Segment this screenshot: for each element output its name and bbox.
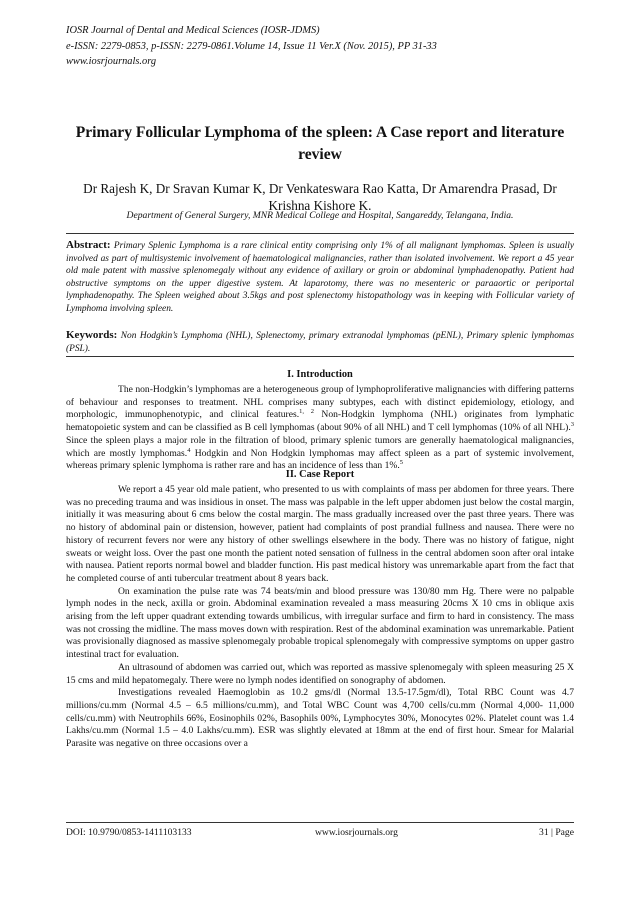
abstract-bottom-rule <box>66 356 574 357</box>
keywords-text: Non Hodgkin’s Lymphoma (NHL), Splenectomy, primary extranodal lymphomas (pENL), Primary splenic lymphomas (PSL). <box>66 331 575 354</box>
case-report-body <box>66 484 574 751</box>
citation-ref[interactable]: 5 <box>399 459 404 467</box>
abstract <box>66 239 574 316</box>
journal-name: IOSR Journal of Dental and Medical Sciences (IOSR-JDMS) <box>66 25 320 36</box>
abstract-text: Primary Splenic Lymphoma is a rare clinical entity comprising only 1% of all malignant lymphomas. Spleen is usually involved as part of multisystemic involvement of haematological malignancies, rather than isolated involvement. We report a 45 year old male patent with massive splenomegaly without any evidence of axillary or groin or abdominal lymphadenopathy. Patient had obstructive symptoms on the upper digestive system. At laparotomy, there was no mesenteric or paraaortic or periportal lymphadenopathy. The Spleen weighed about 3.5kgs and post splenectomy histopathology was in keeping with Follicular variety of Lymphoma involving spleen. <box>66 241 575 314</box>
keywords-label: Keywords: <box>66 329 118 341</box>
case-paragraph-investigations: Investigations revealed Haemoglobin as 10.2 gms/dl (Normal 13.5-17.5gm/dl), Total RBC Count was 4.7 millions/cu.mm (Normal 4.5 – 6.5 millions/cu.mm), and Total WBC Count was 4,700 cells/cu.mm (Normal 4,000- 11,000 cells/cu.mm) with Neutrophils 66%, Eosinophils 02%, Basophils 00%, Lymphocytes 30%, Monocytes 02%. Platelet count was 1.4 Lakhs/cu.mm (Normal 1.5 – 4.0 Lakhs/cu.mm). ESR was slightly elevated at 18mm at the end of first hour. Smear for Malarial Parasite was negative on three occasions over a <box>66 687 574 750</box>
footer-doi: DOI: 10.9790/0853-1411103133 <box>66 827 192 838</box>
author-affiliation: Department of General Surgery, MNR Medical College and Hospital, Sangareddy, Telangana, India. <box>126 210 514 221</box>
footer-website-link[interactable]: www.iosrjournals.org <box>315 827 398 838</box>
abstract-label: Abstract: <box>66 239 111 251</box>
citation-ref[interactable]: 3 <box>570 420 574 428</box>
paper-title: Primary Follicular Lymphoma of the spleen: A Case report and literature review <box>75 124 565 163</box>
case-paragraph-examination: On examination the pulse rate was 74 beats/min and blood pressure was 130/80 mm Hg. There were no palpable lymph nodes in the neck, axilla or groin. Abdominal examination revealed a mass measuring 20cms X 10 cms in oblique axis arising from the left upper quadrant extending towards umbilicus, with irregular surface and firm to hard in consistency. The mass was not crossing the midline. The mass moves down with respiration. Rest of the abdominal examination was unremarkable. Patient was provisionally diagnosed as massive splenomegaly probable tropical splenomegaly with compressive symptoms on upper gastro intestinal tract for evaluation. <box>66 585 574 661</box>
footer-rule <box>66 822 574 823</box>
introduction-paragraph: The non-Hodgkin’s lymphomas are a heterogeneous group of lymphoproliferative malignancies with differing patterns of behaviour and responses to treatment. NHL comprises many subtypes, each with distinct epidemiology, etiology, and morphologic, immunophenotypic, and clinical features.$^{1, 2}$ Non-Hodgkin lymphoma (NHL) originates from lymphatic hematopoietic system and can be classified as B cell lymphomas (about 90% of all NHL) and T cell lymphomas (10% of all NHL).$^3$ Since the spleen plays a major role in the filtration of blood, primary splenic tumors are generally haematological malignancies, which are mostly lymphomas.$^4$ Hodgkin and Non Hodgkin lymphomas may affect spleen as a part of systemic involvement, whereas primary splenic lymphoma is rather rare and has an incidence of less than 1%.$^5$ <box>66 384 575 472</box>
case-paragraph-ultrasound: An ultrasound of abdomen was carried out, which was reported as massive splenomegaly with spleen measuring 25 X 15 cms and mild hepatomegaly. There were no lymph nodes identified on sonography of abdomen. <box>66 661 574 686</box>
section-heading-introduction: I. Introduction <box>287 369 353 380</box>
section-heading-case-report: II. Case Report <box>285 469 355 480</box>
citation-ref[interactable]: 1, 2 <box>299 408 314 416</box>
footer-page-number: 31 | Page <box>539 827 574 838</box>
author-list: Dr Rajesh K, Dr Sravan Kumar K, Dr Venkateswara Rao Katta, Dr Amarendra Prasad, Dr Krishna Kishore K. <box>83 181 557 213</box>
abstract-top-rule <box>66 233 574 234</box>
journal-header <box>66 23 576 70</box>
introduction-body <box>66 384 574 473</box>
citation-ref[interactable]: 4 <box>187 446 191 454</box>
keywords <box>66 329 574 355</box>
journal-website-link[interactable]: www.iosrjournals.org <box>66 56 157 67</box>
journal-issn: e-ISSN: 2279-0853, p-ISSN: 2279-0861.Volume 14, Issue 11 Ver.X (Nov. 2015), PP 31-33 <box>66 40 437 52</box>
case-paragraph-history: We report a 45 year old male patient, who presented to us with complaints of mass per abdomen for three years. There was no preceding trauma and was insidious in onset. The mass was palpable in the left upper abdomen just below the costal margin, initially it was measuring about 6 cms below the costal margin. The mass gradually increased over the past three years. There was no history of abdominal pain or distension, however, patient had complaints of post prandial fullness and nausea. There were no history of recurrent fevers nor were any history of other swellings elsewhere in the body. There was no history of fatigue, night sweats or weight loss. Over the past one month the patient noted sensation of fullness in the central abdomen soon after oral intake with nausea. Patient reports normal bowel and bladder function. His past medical history was unremarkable apart from the fact that he completed course of anti tubercular treatment about 8 years back. <box>66 484 574 584</box>
